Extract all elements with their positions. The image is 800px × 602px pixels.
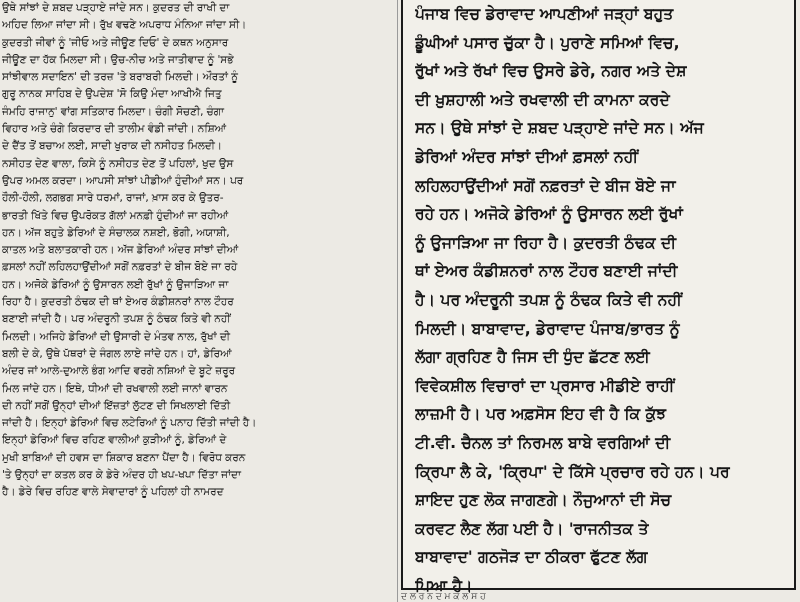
box-text-line: ਪਿਆ ਹੈ। xyxy=(415,576,473,595)
box-text-line: ਟੀ.ਵੀ. ਚੈਨਲ ਤਾਂ ਨਿਰਮਲ ਬਾਬੇ ਵਰਗਿਆਂ ਦੀ xyxy=(415,433,671,452)
text-line: ਸਾਂਝੀਵਾਲ ਸਦਾਇਨ' ਦੀ ਤਰਜ਼ 'ਤੇ ਬਰਾਬਰੀ ਮਿਲਦੀ। ਔਰਤਾਂ ਨੂੰ xyxy=(2,71,238,84)
text-line: ਮੁਖੀ ਬਾਬਿਆਂ ਦੀ ਹਵਸ ਦਾ ਸ਼ਿਕਾਰ ਬਣਨਾ ਪੈਂਦਾ ਹੈ। ਵਿਰੋਧ ਕਰਨ xyxy=(2,451,246,464)
box-text-line: ਕਰਵਟ ਲੈਣ ਲੱਗ ਪਈ ਹੈ। 'ਰਾਜਨੀਤਕ ਤੇ xyxy=(415,519,649,538)
text-line: ਹੈ। ਡੇਰੇ ਵਿਚ ਰਹਿਣ ਵਾਲੇ ਸੇਵਾਦਾਰਾਂ ਨੂੰ ਪਹਿਲਾਂ ਹੀ ਨਾਮਰਦ xyxy=(2,486,224,499)
text-line: ਦੀ ਨਹੀਂ ਸਗੋਂ ਉਨ੍ਹਾਂ ਦੀਆਂ ਇੱਜ਼ਤਾਂ ਲੁੱਟਣ ਦੀ ਸਿਖਲਾਈ ਦਿੱਤੀ xyxy=(2,399,231,412)
text-line: ਬਲੀ ਦੇ ਕੇ, ਉਥੇ ਪੱਥਰਾਂ ਦੇ ਜੰਗਲ ਲਾਏ ਜਾਂਦੇ ਹਨ। ਹਾਂ, ਡੇਰਿਆਂ xyxy=(2,347,232,360)
highlight-box-text xyxy=(415,0,784,600)
bottom-cut-text xyxy=(401,592,796,602)
text-line: ਫ਼ਸਲਾਂ ਨਹੀਂ ਲਹਿਲਹਾਉਂਦੀਆਂ ਸਗੋਂ ਨਫ਼ਰਤਾਂ ਦੇ ਬੀਜ ਬੋਏ ਜਾ ਰਹੇ xyxy=(2,261,238,274)
text-line: ਨਸੀਹਤ ਦੇਣ ਵਾਲਾ, ਕਿਸੇ ਨੂੰ ਨਸੀਹਤ ਦੇਣ ਤੋਂ ਪਹਿਲਾਂ, ਖੁਦ ਉਸ xyxy=(2,157,234,170)
text-line: ਹਨ। ਅੱਜ ਬਹੁਤੇ ਡੇਰਿਆਂ ਦੇ ਸੰਚਾਲਕ ਨਸ਼ਈ, ਭੋਗੀ, ਅਯਾਸ਼ੀ, xyxy=(2,226,230,239)
box-text-line: ਲਾਜ਼ਮੀ ਹੈ। ਪਰ ਅਫ਼ਸੋਸ ਇਹ ਵੀ ਹੈ ਕਿ ਕੁੱਝ xyxy=(415,405,667,424)
column-divider xyxy=(397,0,398,602)
box-text-line: ਰਹੇ ਹਨ। ਅਜੋਕੇ ਡੇਰਿਆਂ ਨੂੰ ਉਸਾਰਨ ਲਈ ਰੁੱਖਾਂ xyxy=(415,205,683,224)
text-line: ਇਨ੍ਹਾਂ ਡੇਰਿਆਂ ਵਿਚ ਰਹਿਣ ਵਾਲੀਆਂ ਕੁੜੀਆਂ ਨੂੰ, ਡੇਰਿਆਂ ਦੇ xyxy=(2,434,227,447)
box-text-line: ਦੀ ਖ਼ੁਸ਼ਹਾਲੀ ਅਤੇ ਰਖਵਾਲੀ ਦੀ ਕਾਮਨਾ ਕਰਦੇ xyxy=(415,90,670,109)
box-text-line: ਪੰਜਾਬ ਵਿਚ ਡੇਰਾਵਾਦ ਆਪਣੀਆਂ ਜੜ੍ਹਾਂ ਬਹੁਤ xyxy=(415,5,674,23)
highlight-box xyxy=(401,0,796,595)
box-text-line: ਮਿਲਦੀ। ਬਾਬਾਵਾਦ, ਡੇਰਾਵਾਦ ਪੰਜਾਬ/ਭਾਰਤ ਨੂੰ xyxy=(415,319,680,338)
text-line: ਹਨ। ਅਜੋਕੇ ਡੇਰਿਆਂ ਨੂੰ ਉਸਾਰਨ ਲਈ ਰੁੱਖਾਂ ਨੂੰ ਉਜਾੜਿਆ ਜਾ xyxy=(2,278,229,291)
text-line: ਅੰਦਰ ਜਾਂ ਆਲੇ-ਦੁਆਲੇ ਭੰਗ ਆਦਿ ਵਰਗੇ ਨਸ਼ਿਆਂ ਦੇ ਬੂਟੇ ਜ਼ਰੂਰ xyxy=(2,365,236,378)
box-text-line: ਡੇਰਿਆਂ ਅੰਦਰ ਸਾਂਝਾਂ ਦੀਆਂ ਫ਼ਸਲਾਂ ਨਹੀਂ xyxy=(415,147,639,166)
text-line: ਰਿਹਾ ਹੈ। ਕੁਦਰਤੀ ਠੰਢਕ ਦੀ ਥਾਂ ਏਅਰ ਕੰਡੀਸ਼ਨਰਾਂ ਨਾਲ ਟੌਹਰ xyxy=(2,296,234,309)
box-text-line: ਸ਼ਾਇਦ ਹੁਣ ਲੋਕ ਜਾਗਣਗੇ। ਨੌਜੁਆਨਾਂ ਦੀ ਸੋਚ xyxy=(415,491,672,510)
text-line: ਵਿਹਾਰ ਅਤੇ ਚੰਗੇ ਕਿਰਦਾਰ ਦੀ ਤਾਲੀਮ ਵੰਡੀ ਜਾਂਦੀ। ਨਸ਼ਿਆਂ xyxy=(2,123,227,136)
text-line: ਜੰਮਹਿ ਰਾਜਾਨੁ' ਵਾਂਗ ਸਤਿਕਾਰ ਮਿਲਦਾ। ਚੰਗੀ ਸੋਚਣੀ, ਚੰਗਾ xyxy=(2,105,224,118)
text-line: ਬਣਾਈ ਜਾਂਦੀ ਹੈ। ਪਰ ਅੰਦਰੂਨੀ ਤਪਸ਼ ਨੂੰ ਠੰਢਕ ਕਿਤੇ ਵੀ ਨਹੀਂ xyxy=(2,313,231,326)
text-line: ਮਿਲ ਜਾਂਦੇ ਹਨ। ਇਥੇ, ਧੀਆਂ ਦੀ ਰਖਵਾਲੀ ਲਈ ਜਾਨਾਂ ਵਾਰਨ xyxy=(2,382,228,395)
text-line: ਉਪਰ ਅਮਲ ਕਰਦਾ। ਆਪਸੀ ਸਾਂਝਾਂ ਪੀਡੀਆਂ ਹੁੰਦੀਆਂ ਸਨ। ਪਰ xyxy=(2,174,244,187)
box-text-line: ਲੱਗਾ ਗ੍ਰਹਿਣ ਹੈ ਜਿਸ ਦੀ ਧੁੰਦ ਛੱਟਣ ਲਈ xyxy=(415,348,650,367)
box-text-line: ਸਨ। ਉਥੇ ਸਾਂਝਾਂ ਦੇ ਸ਼ਬਦ ਪੜ੍ਹਾਏ ਜਾਂਦੇ ਸਨ। ਅੱਜ xyxy=(415,119,704,138)
box-text-line: ਬਾਬਾਵਾਦ' ਗਠਜੋੜ ਦਾ ਠੀਕਰਾ ਫੁੱਟਣ ਲੱਗ xyxy=(415,548,648,567)
box-text-line: ਵਿਵੇਕਸ਼ੀਲ ਵਿਚਾਰਾਂ ਦਾ ਪ੍ਰਸਾਰ ਮੀਡੀਏ ਰਾਹੀਂ xyxy=(415,376,675,395)
text-line: ਅਹਿਦ ਲਿਆ ਜਾਂਦਾ ਸੀ। ਰੁੱਖ ਵਢਣੇ ਅਪਰਾਧ ਮੰਨਿਆ ਜਾਂਦਾ ਸੀ। xyxy=(2,19,247,32)
box-text-line: ਡੂੰਘੀਆਂ ਪਸਾਰ ਚੁੱਕਾ ਹੈ। ਪੁਰਾਣੇ ਸਮਿਆਂ ਵਿਚ, xyxy=(415,33,680,52)
text-line: ਜੀਊਣ ਦਾ ਹੱਕ ਮਿਲਦਾ ਸੀ। ਉਚ-ਨੀਚ ਅਤੇ ਜਾਤੀਵਾਦ ਨੂੰ 'ਸਭੇ xyxy=(2,53,234,66)
text-line: ਹੌਲੀ-ਹੌਲੀ, ਲਗਭਗ ਸਾਰੇ ਧਰਮਾਂ, ਰਾਜਾਂ, ਖ਼ਾਸ ਕਰ ਕੇ ਉਤਰ- xyxy=(2,192,224,205)
text-line: ਜਾਂਦੀ ਹੈ। ਇਨ੍ਹਾਂ ਡੇਰਿਆਂ ਵਿਚ ਲਟੇਰਿਆਂ ਨੂੰ ਪਨਾਹ ਦਿੱਤੀ ਜਾਂਦੀ ਹੈ। xyxy=(2,417,257,430)
box-text-line: ਨੂੰ ਉਜਾੜਿਆ ਜਾ ਰਿਹਾ ਹੈ। ਕੁਦਰਤੀ ਠੰਢਕ ਦੀ xyxy=(415,233,677,252)
text-line: ਗੁਰੂ ਨਾਨਕ ਸਾਹਿਬ ਦੇ ਉਪਦੇਸ਼ 'ਸੋ ਕਿਉ ਮੰਦਾ ਆਖੀਐ ਜਿਤੁ xyxy=(2,88,222,101)
text-line: ਕਾਤਲ ਅਤੇ ਬਲਾਤਕਾਰੀ ਹਨ। ਅੱਜ ਡੇਰਿਆਂ ਅੰਦਰ ਸਾਂਝਾਂ ਦੀਆਂ xyxy=(2,244,239,257)
text-line: ਉਥੇ ਸਾਂਝਾਂ ਦੇ ਸ਼ਬਦ ਪੜ੍ਹਾਏ ਜਾਂਦੇ ਸਨ। ਕੁਦਰਤ ਦੀ ਰਾਖੀ ਦਾ xyxy=(2,2,230,14)
text-line: 'ਤੇ ਉਨ੍ਹਾਂ ਦਾ ਕਤਲ ਕਰ ਕੇ ਡੇਰੇ ਅੰਦਰ ਹੀ ਖਪ-ਖਪਾ ਦਿੱਤਾ ਜਾਂਦਾ xyxy=(2,469,241,482)
left-article-text xyxy=(2,0,396,502)
box-text-line: ਕ੍ਰਿਪਾ ਲੈ ਕੇ, 'ਕ੍ਰਿਪਾ' ਦੇ ਕਿੱਸੇ ਪ੍ਰਚਾਰ ਰਹੇ ਹਨ। ਪਰ xyxy=(415,462,730,481)
bottom-cut-line: ਦ ਲ ਰ ਨ ਦ ਮ ਕ ਲ ਸ ਹ xyxy=(401,592,486,602)
text-line: ਭਾਰਤੀ ਖਿੱਤੇ ਵਿਚ ਉਪਰੋਕਤ ਗੱਲਾਂ ਮਨਫ਼ੀ ਹੁੰਦੀਆਂ ਜਾ ਰਹੀਆਂ xyxy=(2,209,229,222)
box-text-line: ਥਾਂ ਏਅਰ ਕੰਡੀਸ਼ਨਰਾਂ ਨਾਲ ਟੌਹਰ ਬਣਾਈ ਜਾਂਦੀ xyxy=(415,262,678,281)
text-line: ਦੇ ਦੈਂਤ ਤੋਂ ਬਚਾਅ ਲਈ, ਸਾਦੀ ਖੁਰਾਕ ਦੀ ਨਸੀਹਤ ਮਿਲਦੀ। xyxy=(2,140,222,153)
text-line: ਮਿਲਦੀ। ਅਜਿਹੇ ਡੇਰਿਆਂ ਦੀ ਉਸਾਰੀ ਦੇ ਮੰਤਵ ਨਾਲ, ਰੁੱਖਾਂ ਦੀ xyxy=(2,330,231,343)
box-text-line: ਲਹਿਲਹਾਉਂਦੀਆਂ ਸਗੋਂ ਨਫ਼ਰਤਾਂ ਦੇ ਬੀਜ ਬੋਏ ਜਾ xyxy=(415,176,676,195)
left-article-column xyxy=(2,0,396,602)
box-text-line: ਹੈ। ਪਰ ਅੰਦਰੂਨੀ ਤਪਸ਼ ਨੂੰ ਠੰਢਕ ਕਿਤੇ ਵੀ ਨਹੀਂ xyxy=(415,290,682,309)
box-text-line: ਰੁੱਖਾਂ ਅਤੇ ਰੱਖਾਂ ਵਿਚ ਉਸਰੇ ਡੇਰੇ, ਨਗਰ ਅਤੇ ਦੇਸ਼ xyxy=(415,62,687,81)
text-line: ਕੁਦਰਤੀ ਜੀਵਾਂ ਨੂੰ 'ਜੀਓ ਅਤੇ ਜੀਊਣ ਦਿਓ' ਦੇ ਕਥਨ ਅਨੁਸਾਰ xyxy=(2,36,229,49)
